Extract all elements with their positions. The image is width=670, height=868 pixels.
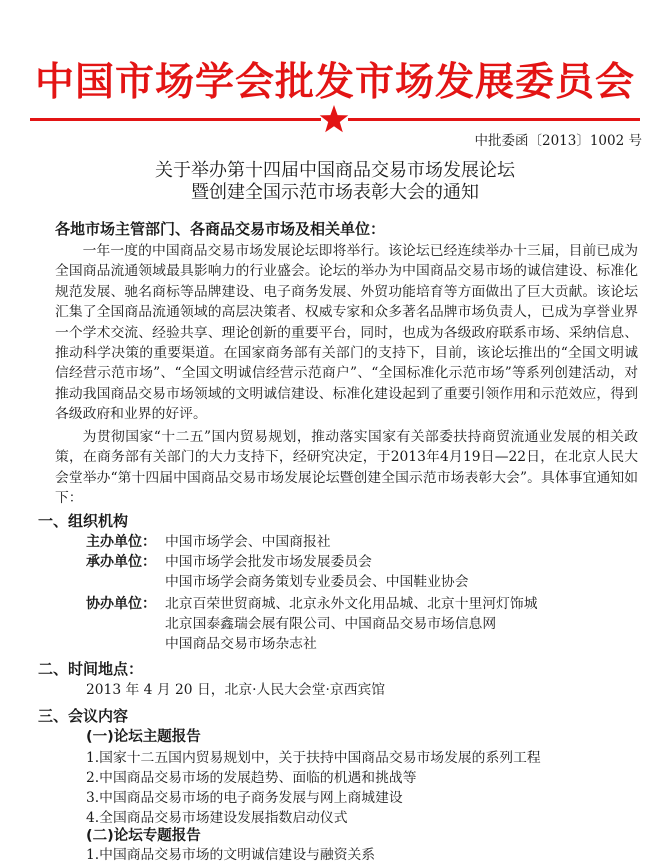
section-heading-time-place: 二、时间地点： — [38, 660, 144, 678]
body-paragraph-2: 为贯彻国家“十二五”国内贸易规划，推动落实国家有关部委扶持商贸流通业发展的相关政策，在商务部有关部门的大力支持下，经研究决定，于2013年4月19日—22日，在北京人民大会堂举办“第十四届中国商品交易市场发展论坛暨创建全国示范市场表彰大会”。具体事宜通知如下： — [55, 429, 638, 507]
host-label: 主办单位： — [86, 534, 156, 550]
co-organizer-value: 中国商品交易市场杂志社 — [165, 636, 317, 652]
body-paragraph-1: 一年一度的中国商品交易市场发展论坛即将举行。该论坛已经连续举办十三届，目前已成为全国商品流通领域最具影响力的行业盛会。论坛的举办为中国商品交易市场的诚信建设、标准化规范发展、驰名商标等品牌建设、电子商务发展、外贸功能培育等方面做出了巨大贡献。该论坛汇集了全国商品流通领域的高层决策者、权威专家和众多著名品牌市场负责人，已成为享誉业界一个学术交流、经验共享、理论创新的重要平台，同时，也成为各级政府联系市场、采纳信息、推动科学决策的重要渠道。在国家商务部有关部门的支持下，目前，该论坛推出的“全国文明诚信经营示范市场”、“全国文明诚信经营示范商户”、“全国标准化示范市场”等系列创建活动，对推动我国商品交易市场领域的文明诚信建设、标准化建设起到了重要引领作用和示范效应，得到各级政府和业界的好评。 — [55, 243, 638, 423]
co-organizer-value: 北京国泰鑫瑞会展有限公司、中国商品交易市场信息网 — [165, 616, 497, 632]
header-rule-right — [348, 118, 640, 121]
subsection-special: (二)论坛专题报告 — [86, 828, 201, 844]
undertake-label: 承办单位： — [86, 554, 156, 570]
section-heading-organization: 一、组织机构 — [38, 512, 129, 530]
list-item: 3.中国商品交易市场的电子商务发展与网上商城建设 — [86, 790, 403, 806]
org-header-title: 中国市场学会批发市场发展委员会 — [34, 60, 635, 105]
co-organizer-label: 协办单位： — [86, 596, 156, 612]
co-organizer-value: 北京百荣世贸商城、北京永外文化用品城、北京十里河灯饰城 — [165, 596, 538, 612]
notice-title-line-2: 暨创建全国示范市场表彰大会的通知 — [191, 182, 479, 203]
subsection-keynote: (一)论坛主题报告 — [86, 729, 201, 745]
salutation: 各地市场主管部门、各商品交易市场及相关单位： — [55, 220, 386, 238]
list-item: 1.国家十二五国内贸易规划中，关于扶持中国商品交易市场发展的系列工程 — [86, 750, 541, 766]
list-item: 1.中国商品交易市场的文明诚信建设与融资关系 — [86, 847, 376, 863]
list-item: 2.中国商品交易市场的发展趋势、面临的机遇和挑战等 — [86, 770, 417, 786]
notice-title-line-1: 关于举办第十四届中国商品交易市场发展论坛 — [155, 160, 515, 181]
document-number: 中批委函〔2013〕1002 号 — [474, 133, 642, 149]
time-place-value: 2013 年 4 月 20 日，北京·人民大会堂·京西宾馆 — [86, 682, 386, 698]
list-item: 4.全国商品交易市场建设发展指数启动仪式 — [86, 810, 348, 826]
host-value: 中国市场学会、中国商报社 — [165, 534, 331, 550]
undertake-value: 中国市场学会批发市场发展委员会 — [165, 554, 372, 570]
header-rule-left — [30, 118, 321, 121]
undertake-value: 中国市场学会商务策划专业委员会、中国鞋业协会 — [165, 574, 469, 590]
section-heading-content: 三、会议内容 — [38, 707, 129, 725]
red-star-icon — [318, 104, 350, 134]
